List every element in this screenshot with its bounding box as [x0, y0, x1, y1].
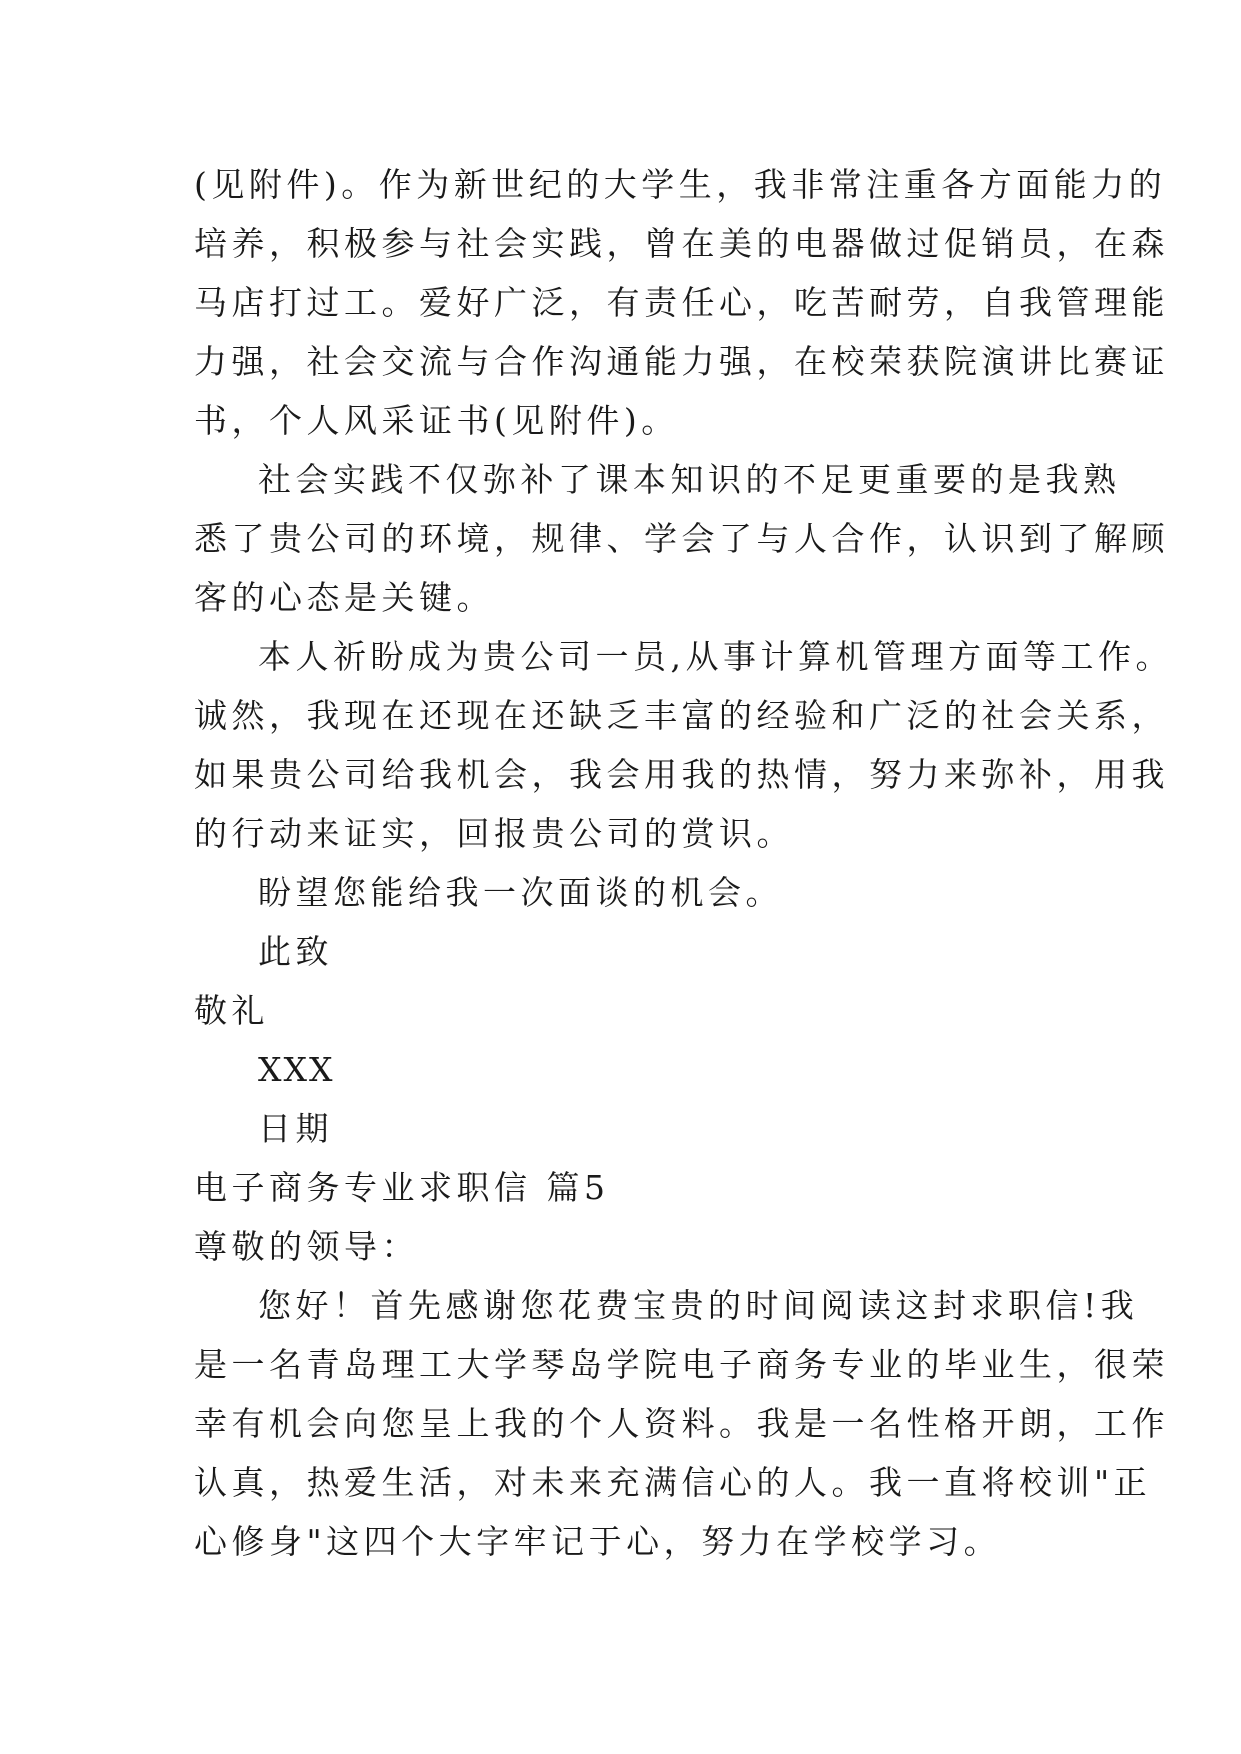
- text-line-13: 盼望您能给我一次面谈的机会。: [258, 873, 783, 912]
- text-line-2: 培养，积极参与社会实践，曾在美的电器做过促销员，在森: [194, 224, 1169, 263]
- closing-salutation: 此致: [258, 932, 333, 971]
- text-line-5: 书，个人风采证书(见附件)。: [194, 401, 679, 440]
- text-line-1: (见附件)。作为新世纪的大学生，我非常注重各方面能力的: [194, 165, 1167, 204]
- closing-regards: 敬礼: [194, 991, 269, 1030]
- letter-body: [194, 155, 1173, 1571]
- text-line-22: 幸有机会向您呈上我的个人资料。我是一名性格开朗，工作: [194, 1404, 1169, 1443]
- text-line-24: 心修身"这四个大字牢记于心，努力在学校学习。: [194, 1522, 1002, 1561]
- text-line-4: 力强，社会交流与合作沟通能力强，在校荣获院演讲比赛证: [194, 342, 1169, 381]
- signature-name: XXX: [258, 1050, 335, 1089]
- text-line-11: 如果贵公司给我机会，我会用我的热情，努力来弥补，用我: [194, 755, 1169, 794]
- text-line-6: 社会实践不仅弥补了课本知识的不足更重要的是我熟: [258, 460, 1121, 499]
- section-heading: 电子商务专业求职信 篇5: [194, 1168, 610, 1207]
- text-line-9: 本人祈盼成为贵公司一员,从事计算机管理方面等工作。: [258, 637, 1173, 676]
- text-line-20: 您好！首先感谢您花费宝贵的时间阅读这封求职信!我: [258, 1286, 1139, 1325]
- signature-date: 日期: [258, 1109, 333, 1148]
- text-line-23: 认真，热爱生活，对未来充满信心的人。我一直将校训"正: [194, 1463, 1152, 1502]
- greeting: 尊敬的领导：: [194, 1227, 419, 1266]
- text-line-3: 马店打过工。爱好广泛，有责任心，吃苦耐劳，自我管理能: [194, 283, 1169, 322]
- text-line-21: 是一名青岛理工大学琴岛学院电子商务专业的毕业生，很荣: [194, 1345, 1169, 1384]
- text-line-10: 诚然，我现在还现在还缺乏丰富的经验和广泛的社会关系，: [194, 696, 1169, 735]
- text-line-7: 悉了贵公司的环境，规律、学会了与人合作，认识到了解顾: [194, 519, 1169, 558]
- text-line-8: 客的心态是关键。: [194, 578, 494, 617]
- text-line-12: 的行动来证实，回报贵公司的赏识。: [194, 814, 794, 853]
